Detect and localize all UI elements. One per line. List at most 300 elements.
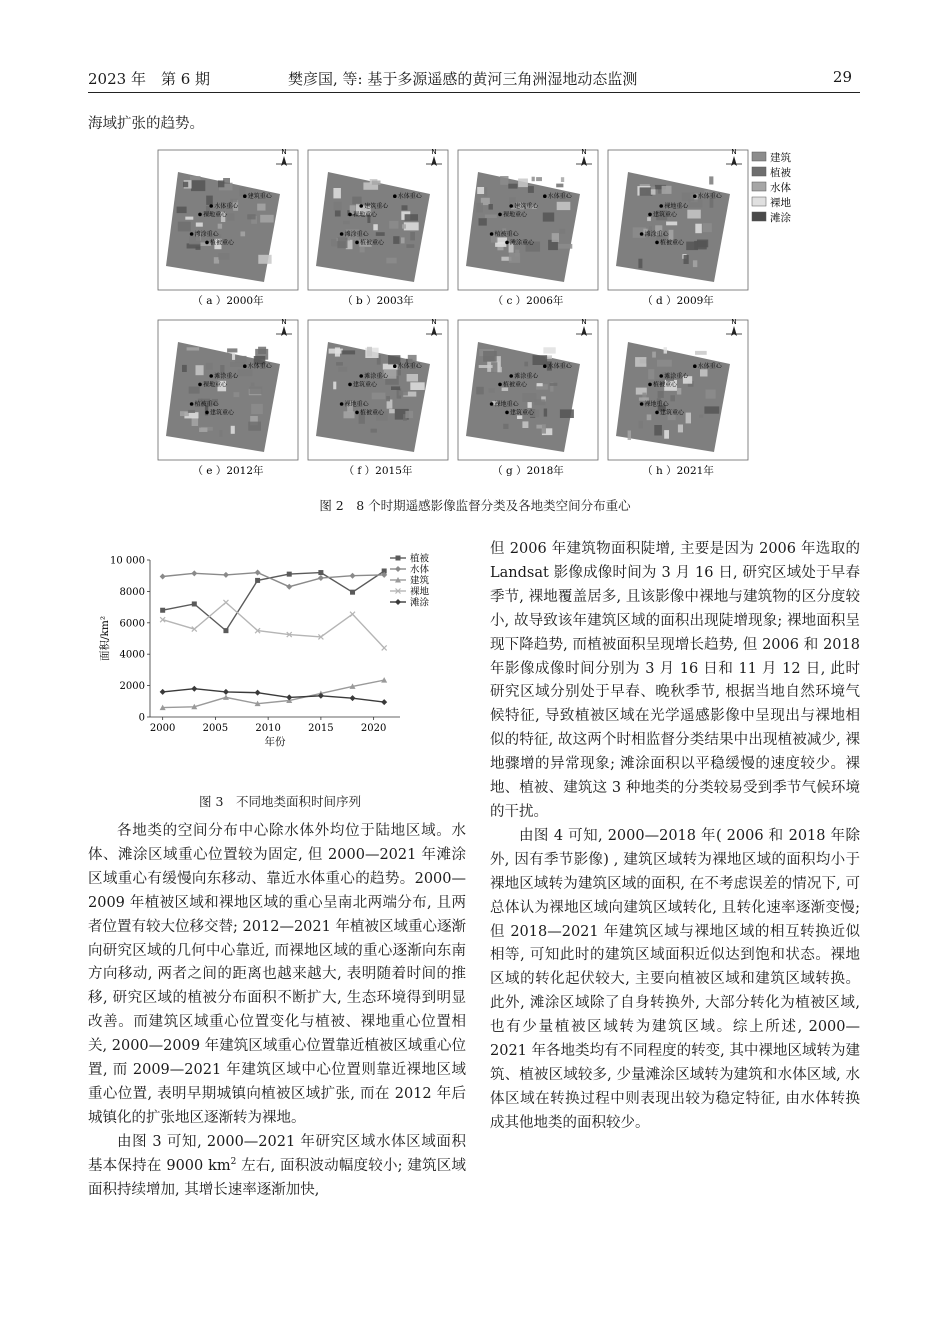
land-cover-patch [542,424,546,433]
panel-label: （ f ）2015年 [343,465,413,477]
land-cover-patch [489,388,495,393]
land-cover-patch [218,253,229,260]
x-tick-label: 2020 [360,723,387,734]
land-cover-patch [640,187,653,195]
land-cover-patch [227,213,235,220]
centroid-point [693,194,697,198]
land-cover-patch [241,232,246,237]
data-point [286,584,292,590]
land-cover-patch [558,244,572,249]
centroid-point [359,204,363,208]
land-cover-patch [232,352,235,360]
north-label: N [581,318,587,326]
page-number: 29 [832,68,852,86]
centroid-label: 植被重心 [194,401,219,408]
right-column [490,538,860,1136]
map-panel [308,318,448,477]
land-cover-patch [635,357,646,367]
centroid-point [355,241,359,245]
left-column [88,820,466,1203]
land-cover-patch [360,247,365,253]
centroid-point [348,383,352,387]
land-cover-patch [183,182,188,187]
centroid-label: 滩涂重心 [514,373,539,380]
north-label: N [431,318,437,326]
centroid-point [640,232,644,236]
land-cover-patch [703,223,712,232]
line-chart [88,540,468,790]
land-cover-patch [477,187,484,194]
land-cover-patch [343,221,350,224]
map-panel [158,318,298,477]
centroid-label: 水体重心 [547,193,572,201]
centroid-label: 滩涂重心 [194,231,219,238]
centroid-point [509,374,513,378]
centroid-point [190,232,194,236]
land-cover-patch [522,393,536,402]
series-line [163,680,385,708]
land-cover-patch [258,347,266,354]
land-cover-patch [393,236,399,244]
land-cover-patch [251,383,255,387]
data-point [160,608,165,613]
panel-label: （ g ）2018年 [492,465,564,477]
centroid-point [505,241,509,245]
land-cover-patch [230,199,237,203]
land-cover-patch [372,181,381,185]
land-cover-patch [518,179,528,188]
land-cover-patch [522,421,528,428]
y-axis-label: 面积/km² [99,615,111,662]
centroid-label: 建筑重心 [247,193,272,201]
land-cover-patch [543,347,555,353]
land-cover-patch [552,233,559,242]
land-cover-patch [182,365,187,372]
centroid-point [198,213,202,217]
land-cover-patch [191,180,205,191]
centroid-point [340,232,344,236]
land-cover-patch [196,223,203,227]
land-cover-patch [405,214,418,221]
land-cover-patch [533,355,548,365]
land-cover-patch [639,421,643,429]
land-cover-patch [333,188,341,198]
land-cover-patch [344,411,355,418]
centroid-point [543,364,547,368]
legend-swatch [752,212,766,221]
land-cover-patch [664,430,669,439]
series-3 [160,677,388,710]
centroid-label: 植被重心 [660,239,685,247]
north-label: N [281,148,287,156]
north-label: N [581,148,587,156]
centroid-label: 植被重心 [360,409,385,417]
centroid-point [205,411,209,415]
centroid-point [198,383,202,387]
x-tick-label: 2015 [308,723,334,734]
land-cover-patch [391,386,400,390]
centroid-point [348,213,352,217]
land-cover-patch [648,369,654,379]
legend-swatch [752,197,766,206]
land-cover-patch [178,222,191,232]
map-panel [308,148,448,307]
land-cover-patch [402,224,406,228]
data-point [223,572,229,578]
land-cover-patch [199,428,207,432]
centroid-point [243,364,247,368]
map-panel [458,148,598,307]
figure-2 [150,142,800,514]
legend-label: 植被 [410,553,430,565]
centroid-point [509,204,513,208]
legend-label: 建筑 [410,575,430,587]
land-cover-patch [196,247,201,250]
land-cover-patch [544,409,547,417]
legend-label: 水体 [410,564,430,576]
centroid-label: 建筑重心 [514,203,539,210]
centroid-point [393,364,397,368]
land-cover-patch [700,369,708,376]
data-point [192,601,197,606]
land-cover-patch [500,176,508,185]
land-cover-patch [189,387,200,394]
land-cover-patch [479,218,487,225]
y-tick-label: 4000 [119,649,145,661]
legend-swatch [752,182,766,191]
land-cover-patch [509,253,520,263]
centroid-point [648,383,652,387]
data-point [160,573,166,579]
panel-label: （ h ）2021年 [642,465,714,477]
centroid-label: 滩涂重心 [644,231,669,238]
land-cover-patch [257,204,265,211]
land-cover-patch [196,365,204,375]
land-cover-patch [543,213,554,222]
centroid-point [190,402,194,406]
data-point [395,566,401,572]
land-cover-patch [651,189,656,194]
land-cover-patch [524,362,528,367]
land-cover-patch [410,232,415,240]
land-cover-patch [684,255,689,264]
series-line [163,602,385,648]
data-point [191,686,197,692]
land-cover-patch [180,411,189,416]
paragraph [88,1131,466,1203]
y-tick-label: 0 [138,712,145,724]
land-cover-patch [230,362,245,367]
centroid-label: 裸地重心 [664,203,689,210]
centroid-label: 裸地重心 [644,401,669,408]
land-cover-patch [372,393,386,400]
data-point [287,572,292,577]
centroid-label: 水体重心 [214,203,239,210]
land-cover-patch [657,360,672,367]
panel-label: （ d ）2009年 [642,295,714,307]
centroid-label: 建筑重心 [210,409,235,417]
centroid-label: 建筑重心 [653,211,678,219]
centroid-point [659,204,663,208]
land-cover-patch [670,395,675,401]
data-point [318,575,324,581]
panel-label: （ b ）2003年 [342,295,414,307]
centroid-label: 水体重心 [247,363,272,371]
x-tick-label: 2005 [202,723,229,734]
legend-label: 裸地 [770,197,791,209]
land-cover-patch [479,365,493,368]
land-cover-patch [373,224,378,230]
centroid-label: 建筑重心 [660,409,685,417]
map-panel [158,148,298,307]
centroid-point [209,374,213,378]
map-panel [458,318,598,477]
centroid-label: 裸地重心 [503,211,528,219]
centroid-point [655,241,659,245]
land-cover-patch [177,207,187,214]
land-cover-patch [410,382,424,390]
figure-2-graphic [150,142,800,494]
land-cover-patch [206,196,213,205]
centroid-label: 滩涂重心 [510,239,535,247]
land-cover-patch [693,260,697,267]
legend-label: 滩涂 [410,597,430,609]
land-cover-patch [686,413,691,424]
land-cover-patch [561,177,564,182]
centroid-point [205,241,209,245]
land-cover-patch [537,383,543,386]
paragraph-text: 左右, 面积波动幅度较小; 建筑区域面积持续增加, 其增长速率逐渐加快, [88,1157,467,1198]
land-cover-patch [258,255,271,264]
paragraph: 各地类的空间分布中心除水体外均位于陆地区域。水体、滩涂区域重心位置较为固定, 但 2000—2021 年滩涂区域重心有缓慢向东移动、靠近水体重心的趋势。2000—2009 年植被区域和裸地区域的重心呈南北两端分布, 且两者位置有较大位移交替; 2012—2021 年植被区域重心逐渐向研究区域的几何中心靠近, 而裸地区域的重心逐渐向东南方向移动, 两者之间的距离也越来越大, 表明随着时间的推移, 研究区域的植被分布面积不断扩大, 生态环境得到明显改善。而建筑区域重心位置变化与植被、裸地重心位置相关, 2000—2009 年建筑区域重心位置靠近植被区域重心位置, 而 2009—2021 年建筑区域中心位置则靠近裸地区域重心位置, 表明早期城镇向植被区域扩张, 而在 2012 年后城镇化的扩张地区逐渐转为裸地。 [88,823,466,1126]
land-cover-patch [695,224,702,234]
centroid-label: 植被重心 [494,231,519,238]
north-label: N [281,318,287,326]
land-cover-patch [678,425,683,433]
land-cover-patch [389,221,398,229]
centroid-point [498,213,502,217]
land-cover-patch [638,259,642,269]
article-title: 樊彦国, 等: 基于多源遥感的黄河三角洲湿地动态监测 [288,70,638,88]
centroid-label: 滩涂重心 [664,373,689,380]
land-cover-patch [335,347,340,356]
data-point [350,612,355,617]
centroid-label: 裸地重心 [353,211,378,219]
x-tick-label: 2000 [149,723,176,734]
x-tick-label: 2010 [255,723,281,734]
land-cover-patch [528,402,532,408]
centroid-point [659,374,663,378]
land-cover-patch [338,367,347,372]
land-cover-patch [508,184,517,189]
land-cover-patch [652,352,656,358]
land-cover-patch [247,214,255,219]
land-cover-patch [658,391,664,398]
land-cover-patch [550,383,558,386]
north-label: N [731,318,737,326]
land-cover-patch [401,237,405,243]
map-panel [608,318,748,477]
land-cover-patch [647,217,651,221]
land-cover-patch [231,426,235,434]
y-tick-label: 10 000 [110,555,145,567]
series-line [163,689,385,702]
land-cover-patch [206,363,213,370]
paragraph: 由图 4 可知, 2000—2018 年( 2006 和 2018 年除外, 因有季节影像) , 建筑区域转为裸地区域的面积均小于裸地区域转为建筑区域的面积, 在不考虑误差的情况下, 可总体认为裸地区域向建筑区域转化, 且转化速率逐渐变慢; 但 2018—2021 年建筑区域与裸地区域的相互转换近似相等, 可知此时的建筑区域面积近似达到饱和状态。裸地区域的转化起伏较大, 主要向植被区域和建筑区域转换。此外, 滩涂区域除了自身转换外, 大部分转化为植被区域, 也有少量植被区域转为建筑区域。综上所述, 2000—2021 年各地类均有不同程度的转变, 其中裸地区域转为建筑、植被区域较多, 少量滩涂区域转为建筑和水体区域, 水体区域在转换过程中则表现出较为稳定特征, 由水体转换成其他地类的面积较少。 [490,827,860,1131]
superscript: 2 [230,1156,237,1167]
land-cover-patch [532,177,535,182]
land-cover-patch [484,187,487,196]
legend-swatch [752,152,766,161]
centroid-point [340,402,344,406]
land-cover-patch [654,425,662,436]
panel-label: （ e ）2012年 [192,465,264,477]
land-cover-patch [367,347,372,357]
journal-issue: 2023 年 第 6 期 [88,70,211,88]
land-cover-patch [647,414,652,420]
centroid-point [490,232,494,236]
data-point [350,695,356,701]
land-cover-patch [557,202,571,210]
centroid-label: 建筑重心 [353,381,378,389]
land-cover-patch [402,205,408,210]
legend-label: 建筑 [770,152,791,164]
data-point [350,573,356,579]
land-cover-patch [559,229,565,234]
data-point [395,599,401,605]
data-point [255,570,261,576]
data-point [223,600,228,605]
figure-3-caption: 图 3 不同地类面积时间序列 [199,794,361,809]
land-cover-patch [666,222,677,226]
land-cover-patch [528,186,534,193]
x-axis-label: 年份 [264,736,286,748]
land-cover-patch [695,351,707,355]
land-cover-patch [485,215,497,219]
panel-label: （ c ）2006年 [492,295,564,307]
land-cover-patch [404,222,419,230]
centroid-point [490,402,494,406]
centroid-point [648,213,652,217]
centroid-label: 植被重心 [653,381,678,389]
land-cover-patch [706,390,716,399]
land-cover-patch [405,411,413,418]
centroid-label: 植被重心 [503,381,528,389]
data-point [255,578,260,583]
centroid-label: 植被重心 [360,239,385,247]
land-cover-patch [503,424,508,429]
centroid-label: 滩涂重心 [364,373,389,380]
series-4 [160,600,387,651]
data-point [223,628,228,633]
y-tick-label: 2000 [119,681,145,693]
land-cover-patch [704,406,719,413]
land-cover-patch [664,347,667,353]
land-cover-patch [342,350,356,354]
centroid-point [640,402,644,406]
centroid-point [655,411,659,415]
land-cover-patch [407,374,418,382]
y-tick-label: 6000 [119,618,145,630]
land-cover-patch [235,356,247,363]
data-point [396,556,401,561]
land-cover-patch [218,180,224,187]
series-2 [160,570,388,590]
centroid-point [693,364,697,368]
centroid-point [243,194,247,198]
map-panel [608,148,748,307]
centroid-label: 植被重心 [210,239,235,247]
centroid-label: 裸地重心 [203,211,228,219]
legend-label: 滩涂 [770,212,791,224]
centroid-point [355,411,359,415]
land-cover-patch [699,415,703,418]
legend-label: 水体 [770,182,791,194]
centroid-label: 建筑重心 [510,409,535,417]
land-cover-patch [688,199,702,207]
land-cover-patch [483,351,497,362]
intro-line: 海域扩张的趋势。 [88,116,204,132]
centroid-label: 建筑重心 [364,203,389,210]
land-cover-patch [227,348,237,352]
land-cover-patch [336,362,343,366]
data-point [382,645,387,650]
land-cover-patch [399,391,408,396]
data-point [223,689,229,695]
figure-2-caption: 图 2 8 个时期遥感影像监督分类及各地类空间分布重心 [319,498,631,513]
centroid-label: 水体重心 [397,363,422,371]
land-cover-patch [218,224,222,229]
land-cover-patch [188,410,195,413]
running-header [88,68,860,90]
centroid-label: 滩涂重心 [214,373,239,380]
land-cover-patch [214,257,219,263]
data-point [318,570,323,575]
north-label: N [731,148,737,156]
land-cover-patch [376,232,385,236]
land-cover-patch [536,177,542,181]
y-tick-label: 8000 [119,586,145,598]
land-cover-patch [534,399,545,405]
header-rule [88,92,860,93]
land-cover-patch [251,404,263,414]
centroid-label: 水体重心 [697,363,722,371]
land-cover-patch [687,210,701,219]
land-cover-patch [386,396,390,401]
land-cover-patch [371,429,377,433]
centroid-point [209,204,213,208]
centroid-point [359,374,363,378]
land-cover-patch [386,258,396,264]
land-cover-patch [662,186,672,194]
centroid-label: 裸地重心 [494,401,519,408]
centroid-label: 水体重心 [697,193,722,201]
land-cover-patch [476,203,483,213]
data-point [350,590,355,595]
figure-3-chart [88,540,468,790]
land-cover-patch [192,417,199,426]
land-cover-patch [185,217,193,220]
land-cover-patch [398,370,401,376]
legend-label: 植被 [770,167,791,179]
land-cover-patch [334,202,342,210]
centroid-point [498,383,502,387]
land-cover-patch [234,392,240,397]
land-cover-patch [628,431,631,441]
land-cover-patch [560,409,574,418]
land-cover-patch [389,409,395,413]
legend-label: 裸地 [410,586,430,598]
